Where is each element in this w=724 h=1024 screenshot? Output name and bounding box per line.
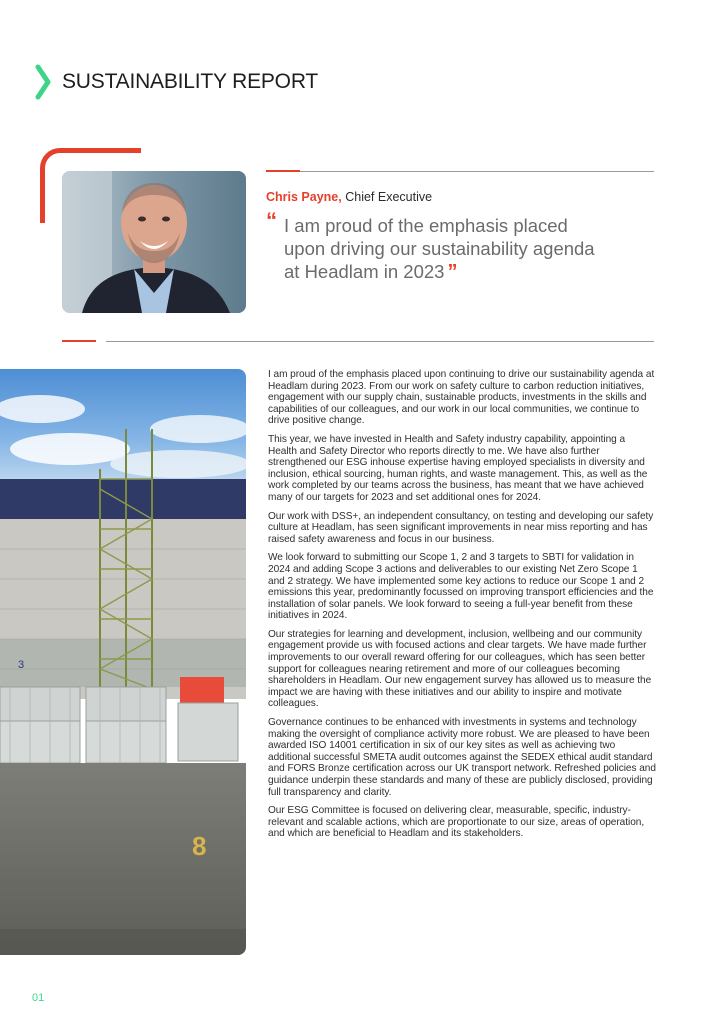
body-paragraph: Our strategies for learning and development, inclusion, wellbeing and our community engagement provide us with focused actions and clear targets. We have made further improvements to our overall reward offering for our colleagues, which has seen better support for colleagues nearing retirement and more of our colleagues becoming shareholders in Headlam. Our new engagement survey has allowed us to measure the impact we are having with these initiatives and our ability to inspire and motivate colleagues. [268,628,652,710]
quote-attribution [266,190,432,204]
quote-person-role: Chief Executive [345,190,433,204]
body-paragraph: We look forward to submitting our Scope 1, 2 and 3 targets to SBTI for validation in 2024 and adding Scope 3 actions and deliverables to our existing Net Zero Scope 1 and 2 strategy. We have implemented some key actions to reduce our Scope 1 and 2 emissions this year, predominantly focussed on improving transport efficiencies and the installation of solar panels. We look forward to seeing a full-year benefit from these initiatives in 2024. [268,552,654,622]
body-paragraph: Governance continues to be enhanced with investments in systems and technology making the oversight of compliance activity more robust. We are pleased to have been awarded ISO 14001 certification in six of our key sites as well as achieving two additional successful SMETA audit outcomes against the SEDEX ethical audit standard and FORS Bronze certification across our UK transport network. Refreshed policies and guidance underpin these standards and many of these are publicly disclosed, providing full transparency and clarity. [268,717,656,798]
pull-quote-text: I am proud of the emphasis placed upon driving our sustainability agenda at Headlam in 2023 [284,215,595,282]
top-divider-accent [266,170,300,172]
pull-quote [284,214,614,284]
mid-divider [106,341,654,342]
building-number-label: 3 [18,659,25,671]
quote-open-mark: “ [266,208,277,233]
ground-marking-number: 8 [192,831,207,861]
body-paragraph: I am proud of the emphasis placed upon continuing to drive our sustainability agenda at Headlam during 2023. From our work on safety culture to carbon reduction initiatives, engagement with our supply chain, sustainable products, investments in the skills and capabilities of our colleagues, and our work in our local communities, we continue to drive positive change. [268,369,655,427]
mid-divider-accent [62,340,96,342]
warehouse-site-photo [0,369,246,955]
page-title: SUSTAINABILITY REPORT [62,70,319,93]
body-text-column [268,369,656,847]
page-number: 01 [32,992,45,1004]
quote-person-name: Chris Payne, [266,190,342,204]
body-paragraph: Our work with DSS+, an independent consultancy, on testing and developing our safety culture at Headlam, has seen significant improvements in near miss reporting and has raised safety awareness and focus in our business. [268,510,654,545]
body-paragraph: Our ESG Committee is focused on delivering clear, measurable, specific, industry-relevant and scalable actions, which are proportionate to our size, areas of operation, and which are beneficial to Headlam and its stakeholders. [268,805,645,840]
top-divider [266,171,654,172]
chevron-right-icon [34,64,54,100]
body-paragraph: This year, we have invested in Health and Safety industry capability, appointing a Health and Safety Director who reports directly to me. We have also further strengthened our ESG inhouse expertise having employed specialists in diversity and inclusion, ethical sourcing, human rights, and waste management. This, as well as the work completed by our teams across the business, has meant that we have achieved many of our targets for 2023 and set additional ones for 2024. [268,433,648,503]
quote-close-mark: ” [447,261,458,283]
ceo-portrait-photo [62,171,246,313]
